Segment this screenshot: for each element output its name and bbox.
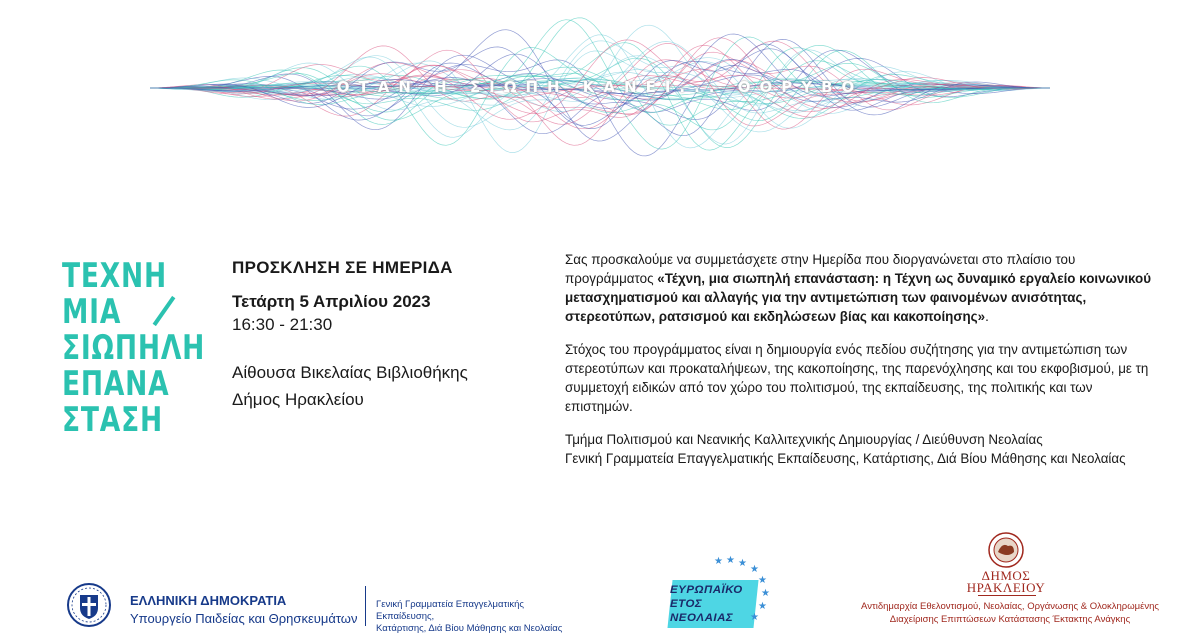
heraklion-sub-line-1: Αντιδημαρχία Εθελοντισμού, Νεολαίας, Οργάνωσης & Ολοκληρωμένης xyxy=(861,601,1159,612)
organizer-line-2: Γενική Γραμματεία Επαγγελματικής Εκπαίδευσης, Κατάρτισης, Διά Βίου Μάθησης και Νεολαίας xyxy=(565,451,1126,466)
logo-row-4: ΕΠΑΝΑ xyxy=(62,364,170,404)
svg-text:★: ★ xyxy=(761,588,770,599)
heraklion-line-2: ΗΡΑΚΛΕΙΟΥ xyxy=(966,580,1046,595)
program-title: «Τέχνη, μια σιωπηλή επανάσταση: η Τέχνη ως δυναμικό εργαλείο κοινωνικού μετασχηματισμού και αλλαγής για την αντιμετώπιση των φαινομένων ανισότητας, στερεοτύπων, ρατσισμού και εκδηλώσεων βίας και κακοποίησης» xyxy=(565,271,1152,324)
eyy-line-2: ΕΤΟΣ xyxy=(670,598,703,610)
footer-divider xyxy=(365,586,366,626)
wave-line xyxy=(150,50,1050,144)
greek-emblem-icon xyxy=(66,582,112,628)
event-description xyxy=(565,250,1160,468)
eyy-line-3: ΝΕΟΛΑΙΑΣ xyxy=(670,612,734,624)
logo-row-1: ΤΕΧΝΗ xyxy=(62,256,167,296)
svg-text:★: ★ xyxy=(758,601,767,612)
footer-logos xyxy=(0,520,1200,634)
secretariat-line-1: Γενική Γραμματεία Επαγγελματικής Εκπαίδευσης, xyxy=(376,599,524,622)
wave-line xyxy=(150,18,1050,125)
logo-row-5: ΣΤΑΣΗ xyxy=(62,400,163,440)
european-year-of-youth-logo xyxy=(664,550,780,630)
svg-text:★: ★ xyxy=(750,564,759,575)
svg-text:★: ★ xyxy=(738,558,747,569)
svg-text:★: ★ xyxy=(726,555,735,566)
venue-line-1: Αίθουσα Βικελαίας Βιβλιοθήκης xyxy=(232,363,468,382)
invitation-title: ΠΡΟΣΚΛΗΣΗ ΣΕ ΗΜΕΡΙΔΑ xyxy=(232,258,453,277)
goal-paragraph: Στόχος του προγράμματος είναι η δημιουργία ενός πεδίου συζήτησης για την αντιμετώπιση των στερεοτύπων και προκαταλήψεων, της κακοποίησης, της παρενόχλησης και του εκφοβισμού, με τη συμμετοχή ειδικών από τον χώρο του πολιτισμού, της εκπαίδευσης, της πολιτικής και των επιστημών. xyxy=(565,342,1149,414)
heraklion-underline xyxy=(978,595,1036,596)
event-date: Τετάρτη 5 Απριλίου 2023 xyxy=(232,292,431,311)
venue-line-2: Δήμος Ηρακλείου xyxy=(232,390,364,409)
ministry-name: Υπουργείο Παιδείας και Θρησκευμάτων xyxy=(130,611,358,626)
logo-row-3: ΣΙΩΠΗΛΗ xyxy=(62,328,206,368)
heraklion-municipality-name xyxy=(950,570,1062,594)
event-info xyxy=(232,258,532,413)
art-silent-revolution-logo xyxy=(62,256,206,440)
intro-end: . xyxy=(985,309,989,324)
svg-text:★: ★ xyxy=(758,575,767,586)
eyy-line-1: ΕΥΡΩΠΑΪΚΟ xyxy=(670,584,743,596)
hellenic-republic: ΕΛΛΗΝΙΚΗ ΔΗΜΟΚΡΑΤΙΑ xyxy=(130,593,287,608)
logo-row-2: ΜΙΑ xyxy=(62,292,122,332)
event-venue xyxy=(232,359,532,413)
secretariat-line-2: Κατάρτισης, Διά Βίου Μάθησης και Νεολαίας xyxy=(376,623,563,634)
heraklion-deputy-mayoralty xyxy=(850,600,1170,626)
event-time: 16:30 - 21:30 xyxy=(232,315,333,334)
svg-text:★: ★ xyxy=(750,612,759,623)
heraklion-seal-icon xyxy=(988,532,1024,568)
svg-text:★: ★ xyxy=(714,556,723,567)
organizers xyxy=(565,430,1160,468)
intro-paragraph xyxy=(565,250,1160,326)
banner-slogan: ΟΤΑΝ Η ΣΙΩΠΗ ΚΑΝΕΙ... ΘΟΡΥΒΟ xyxy=(336,78,864,96)
intro-text: Σας προσκαλούμε να συμμετάσχετε στην Ημερίδα που διοργανώνεται στο πλαίσιο του προγράμματος xyxy=(565,252,1076,286)
heraklion-line-1: ΔΗΜΟΣ xyxy=(981,568,1031,583)
eyy-label xyxy=(670,583,760,625)
heraklion-sub-line-2: Διαχείρισης Επιπτώσεων Κατάστασης Έκτακτης Ανάγκης xyxy=(889,614,1131,625)
organizer-line-1: Τμήμα Πολιτισμού και Νεανικής Καλλιτεχνικής Δημιουργίας / Διεύθυνση Νεολαίας xyxy=(565,432,1043,447)
